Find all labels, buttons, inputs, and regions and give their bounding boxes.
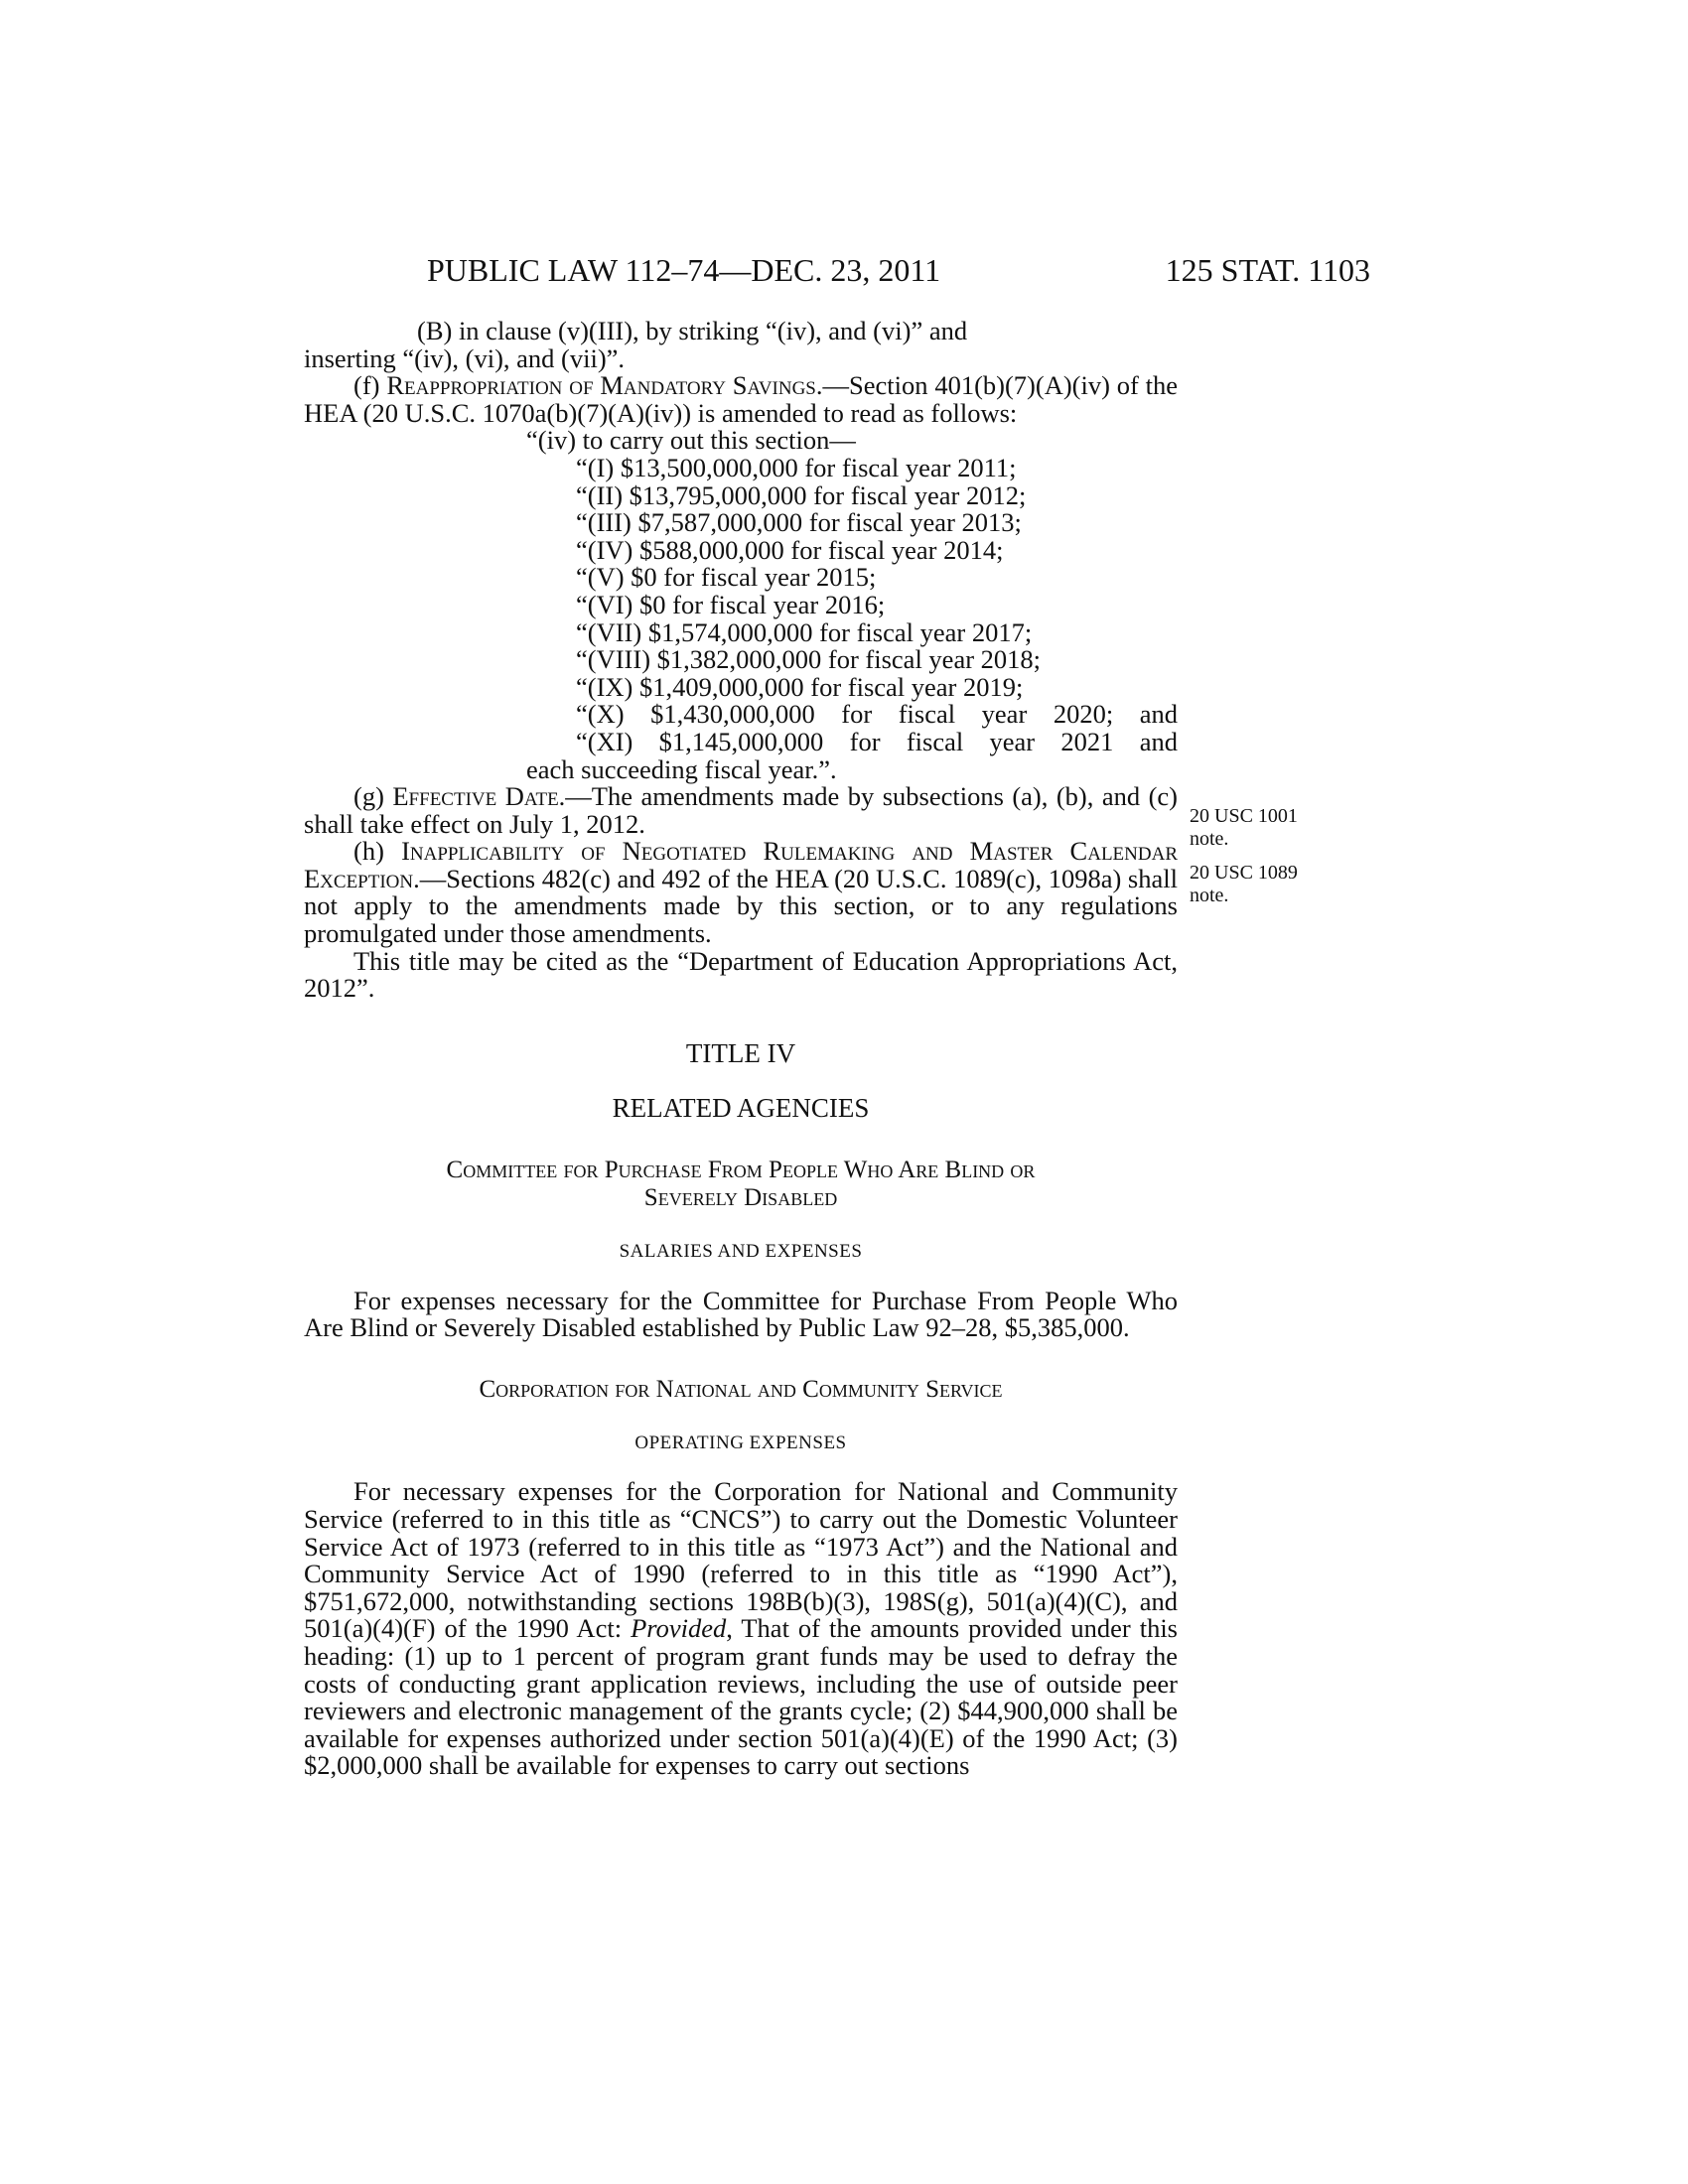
section-h-label: (h) — [353, 836, 384, 867]
section-h-heading: Inapplicability of Negotiated Rulemaking and Master Calendar Exception. — [304, 836, 1178, 893]
document-body — [304, 318, 1178, 1780]
section-g-heading: Effective Date. — [392, 781, 566, 812]
funding-list-item: “(IX) $1,409,000,000 for fiscal year 2019; — [576, 671, 1024, 702]
margin-note-line: 20 USC 1001 — [1190, 805, 1298, 827]
section-g-label: (g) — [353, 781, 384, 812]
section-h-text: —Sections 482(c) and 492 of the HEA (20 U.S.C. 1089(c), 1098a) shall not apply to the amendments made by this section, or to any regulations promulgated under those amendments. — [304, 863, 1178, 949]
funding-list-item: “(XI) $1,145,000,000 for fiscal year 2021 and — [576, 726, 1178, 756]
funding-list-item: “(X) $1,430,000,000 for fiscal year 2020; and — [576, 699, 1178, 730]
committee-name-line2: Severely Disabled — [643, 1184, 838, 1212]
funding-list-item: “(VI) $0 for fiscal year 2016; — [576, 589, 886, 619]
corporation-text-before: For necessary expenses for the Corporation for National and Community Service (referred to in this title as “CNCS”) to carry out the Domestic Volunteer Service Act of 1973 (referred to in this title as “1973 Act”) and the National and Community Service Act of 1990 (referred to in this title as “1990 Act”), $751,672,000, notwithstanding sections 198B(b)(3), 198S(g), 501(a)(4)(C), and 501(a)(4)(F) of the 1990 Act: — [304, 1476, 1178, 1644]
margin-note-line: 20 USC 1089 — [1190, 862, 1298, 884]
section-f — [304, 372, 1178, 427]
section-f-heading: Reappropriation of Mandatory Savings. — [386, 370, 823, 401]
margin-note-20usc1089 — [1190, 862, 1298, 907]
section-g — [304, 783, 1178, 838]
corporation-name: Corporation for National and Community Service — [479, 1375, 1003, 1403]
section-f-text: —Section 401(b)(7)(A)(iv) of the HEA (20 U.S.C. 1070a(b)(7)(A)(iv)) is amended to read as follows: — [304, 370, 1179, 428]
public-law-header: PUBLIC LAW 112–74—DEC. 23, 2011 — [427, 252, 941, 288]
margin-note-20usc1001 — [1190, 805, 1298, 851]
funding-list-item: “(IV) $588,000,000 for fiscal year 2014; — [576, 534, 1004, 565]
related-agencies-heading: RELATED AGENCIES — [612, 1093, 870, 1124]
margin-note-line: note. — [1190, 828, 1229, 850]
clause-b-line1: (B) in clause (v)(III), by striking “(iv), and (vi)” and — [417, 316, 968, 345]
funding-list-item: “(V) $0 for fiscal year 2015; — [576, 562, 877, 593]
committee-paragraph: For expenses necessary for the Committee for Purchase From People Who Are Blind or Severely Disabled established by Public Law 92–28, $5,385,000. — [304, 1285, 1178, 1343]
section-f-label: (f) — [353, 370, 380, 401]
clause-b — [304, 318, 1178, 372]
committee-name — [304, 1157, 1178, 1212]
provided-italic: Provided — [631, 1613, 727, 1644]
funding-list-item: “(VII) $1,574,000,000 for fiscal year 2017; — [576, 616, 1033, 647]
corporation-paragraph — [304, 1478, 1178, 1780]
funding-list-tail: each succeeding fiscal year.”. — [526, 753, 837, 784]
funding-list-item: “(II) $13,795,000,000 for fiscal year 2012; — [576, 479, 1027, 510]
short-title-citation: This title may be cited as the “Department of Education Appropriations Act, 2012”. — [304, 945, 1178, 1004]
salaries-expenses-heading: SALARIES AND EXPENSES — [619, 1241, 863, 1263]
committee-name-line1: Committee for Purchase From People Who Are Blind or — [446, 1157, 1036, 1184]
section-g-text: —The amendments made by subsections (a), (b), and (c) shall take effect on July 1, 2012. — [304, 781, 1178, 839]
funding-list — [304, 427, 1178, 783]
clause-b-line2: inserting “(iv), (vi), and (vii)”. — [304, 342, 626, 373]
funding-list-intro: “(iv) to carry out this section— — [526, 425, 856, 456]
corporation-text-after: , That of the amounts provided under this heading: (1) up to 1 percent of program grant funds may be used to defray the costs of conducting grant application reviews, including the use of outside peer reviewers and electronic management of the grants cycle; (2) $44,900,000 shall be available for expenses authorized under section 501(a)(4)(E) of the 1990 Act; (3) $2,000,000 shall be available for expenses to carry out sections — [304, 1613, 1178, 1781]
margin-note-line: note. — [1190, 885, 1229, 906]
funding-list-item: “(III) $7,587,000,000 for fiscal year 2013; — [576, 507, 1022, 538]
funding-list-item: “(VIII) $1,382,000,000 for fiscal year 2018; — [576, 644, 1042, 675]
operating-expenses-heading: OPERATING EXPENSES — [634, 1432, 847, 1453]
page-header — [427, 250, 1370, 290]
title-iv-heading: TITLE IV — [685, 1037, 796, 1068]
funding-list-item: “(I) $13,500,000,000 for fiscal year 2011; — [576, 452, 1017, 482]
statute-page-number: 125 STAT. 1103 — [1165, 252, 1370, 288]
section-h — [304, 838, 1178, 947]
